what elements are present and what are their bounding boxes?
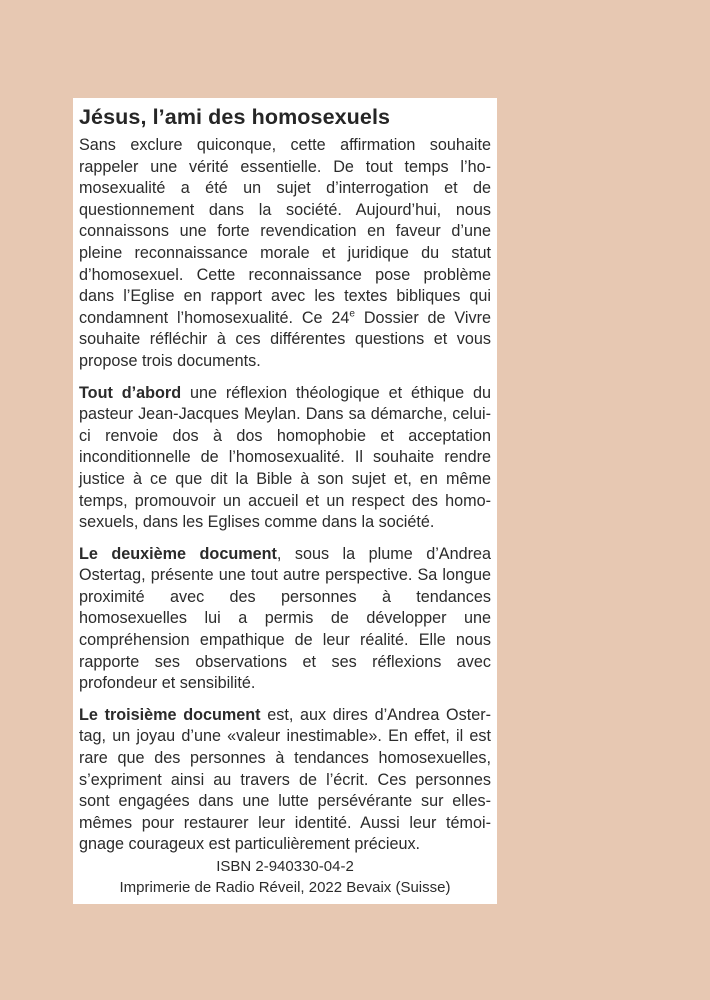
ordinal-suffix: e xyxy=(349,308,355,320)
printer-info: Imprimerie de Radio Réveil, 2022 Bevaix (Suisse) xyxy=(119,879,451,896)
paragraph-lead: Le deuxième document xyxy=(79,544,277,563)
isbn: ISBN 2-940330-04-2 xyxy=(216,858,354,875)
paragraph-lead: Tout d’abord xyxy=(79,383,182,402)
back-cover-text-panel xyxy=(73,98,497,904)
paragraph-text: est, aux dires d’Andrea Ostertag, un joyau d’une «valeur inestimable». En effet, il est rare que des personnes à tendances homosexuelles, s’expriment ainsi au travers de l’écrit. Ces personnes sont engagées dans une lutte persévérante sur elles-mêmes pour restaurer leur identité. Aussi leur témoignage courageux est particulièrement précieux. xyxy=(79,705,492,854)
paragraph-text: , sous la plume d’Andrea Ostertag, présente une tout autre perspective. Sa longue proximité avec des personnes à tendances homosexuelles lui a permis de développer une compréhension empathique de leur réalité. Elle nous rapporte ses observations et ses réflexions avec profondeur et sensibilité. xyxy=(79,544,492,693)
paragraph-first-document xyxy=(79,383,491,534)
paragraph-text: une réflexion théologique et éthique du pasteur Jean-Jacques Meylan. Dans sa démarche, celui-ci renvoie dos à dos homophobie et acceptation inconditionnelle de l’homosexualité. Il souhaite rendre justice à ce que dit la Bible à son sujet et, en même temps, promouvoir un accueil et un respect des homosexuels, dans les Eglises comme dans la société. xyxy=(79,383,491,532)
intro-text: Sans exclure quiconque, cette affirmation souhaite rappeler une vérité essentielle. De tout temps l’homosexualité a été un sujet d’interrogation et de questionnement dans la société. Aujourd’hui, nous connaissons une forte revendication en faveur d’une pleine reconnaissance morale et juridique du statut d’homosexuel. Cette reconnaissance pose problème dans l’Eglise en rapport avec les textes bibliques qui condamnent l’homosexualité. Ce 24 xyxy=(79,136,491,327)
intro-paragraph xyxy=(79,135,491,373)
paragraph-second-document xyxy=(79,544,491,695)
paragraph-lead: Le troisième document xyxy=(79,705,261,724)
paragraph-third-document xyxy=(79,705,491,856)
publication-footer xyxy=(73,856,497,898)
intro-text-end: Dossier de Vivre souhaite réfléchir à ces différentes questions et vous propose trois documents. xyxy=(79,308,491,370)
page-title: Jésus, l’ami des homosexuels xyxy=(79,105,391,129)
